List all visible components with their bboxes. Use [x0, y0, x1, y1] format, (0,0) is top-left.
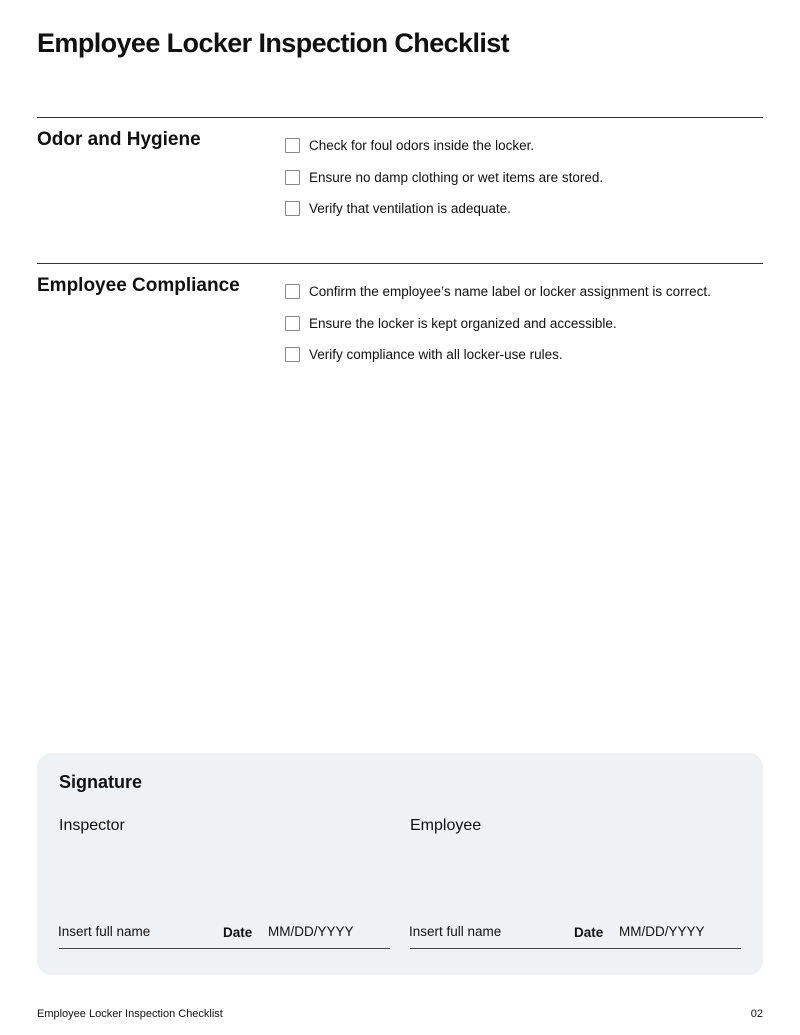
inspector-date-label: Date [223, 925, 253, 940]
checklist [285, 276, 711, 371]
inspector-signature-block [59, 817, 390, 949]
checkbox[interactable] [285, 284, 300, 299]
checklist-item[interactable] [285, 162, 603, 194]
employee-signature-block [410, 817, 741, 949]
checkbox[interactable] [285, 347, 300, 362]
checklist-item-label: Verify compliance with all locker-use rules. [309, 347, 563, 363]
employee-date-label: Date [574, 925, 604, 940]
checklist-item-label: Check for foul odors inside the locker. [309, 138, 535, 154]
checklist [285, 130, 603, 225]
inspector-signature-line [59, 948, 390, 949]
section-odor-hygiene [37, 117, 763, 217]
inspector-date-field[interactable]: MM/DD/YYYY [268, 924, 354, 939]
checklist-item[interactable] [285, 193, 603, 225]
section-employee-compliance [37, 263, 763, 363]
checklist-item-label: Ensure no damp clothing or wet items are stored. [309, 169, 604, 185]
employee-signature-line [410, 948, 741, 949]
page-number: 02 [750, 1008, 763, 1020]
signature-panel [37, 753, 763, 975]
checkbox[interactable] [285, 170, 300, 185]
checklist-item-label: Confirm the employee’s name label or locker assignment is correct. [309, 284, 711, 300]
section-title: Odor and Hygiene [37, 129, 201, 150]
checklist-item[interactable] [285, 276, 711, 308]
checklist-item-label: Ensure the locker is kept organized and accessible. [309, 315, 617, 331]
signature-heading: Signature [59, 772, 143, 792]
inspector-label: Inspector [59, 817, 125, 834]
employee-name-field[interactable]: Insert full name [409, 924, 502, 939]
checklist-item-label: Verify that ventilation is adequate. [309, 201, 511, 217]
checkbox[interactable] [285, 316, 300, 331]
section-title: Employee Compliance [37, 275, 240, 296]
employee-label: Employee [410, 817, 482, 834]
checklist-item[interactable] [285, 130, 603, 162]
checklist-item[interactable] [285, 308, 711, 340]
checkbox[interactable] [285, 138, 300, 153]
footer-title: Employee Locker Inspection Checklist [37, 1008, 223, 1020]
page-title: Employee Locker Inspection Checklist [37, 28, 510, 58]
employee-date-field[interactable]: MM/DD/YYYY [619, 924, 705, 939]
checklist-item[interactable] [285, 339, 711, 371]
inspector-name-field[interactable]: Insert full name [58, 924, 151, 939]
checkbox[interactable] [285, 201, 300, 216]
